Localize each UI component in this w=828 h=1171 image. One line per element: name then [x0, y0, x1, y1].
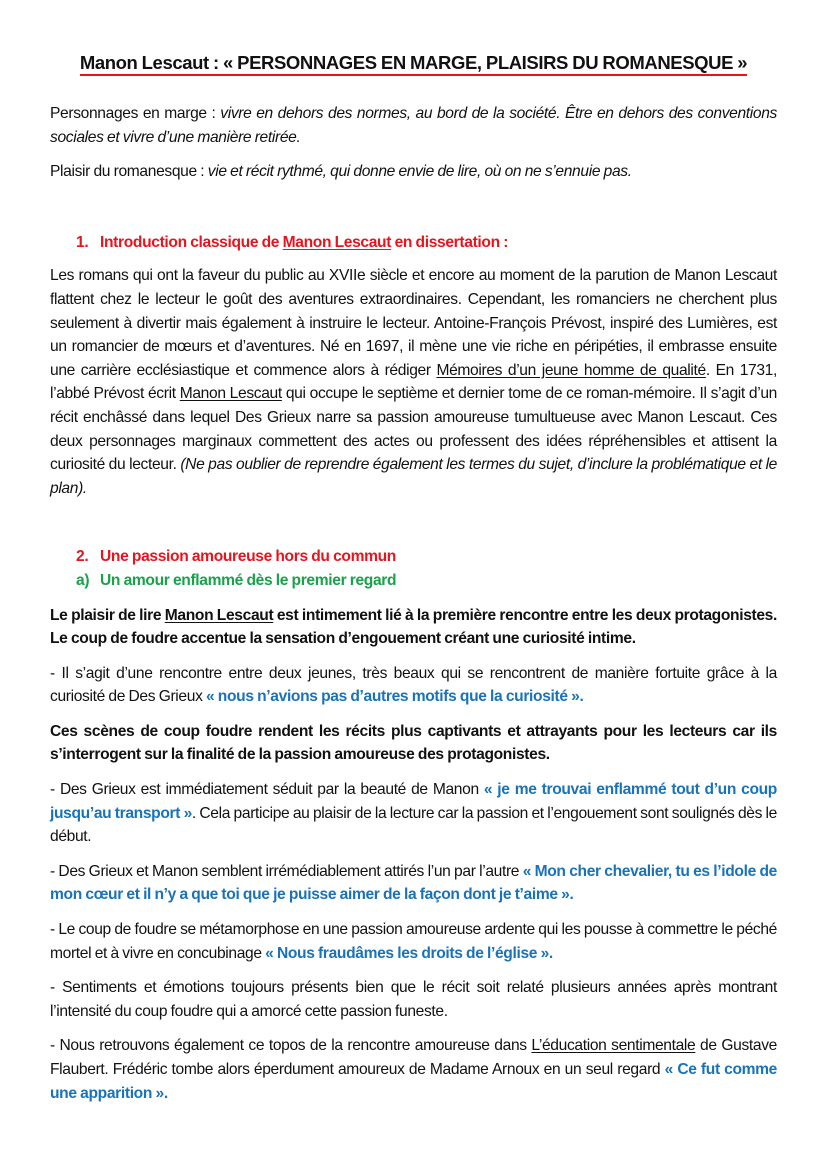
- argument-paragraph-2: [50, 778, 777, 849]
- citation: « Nous fraudâmes les droits de l’église ».: [265, 944, 553, 962]
- section-2-heading: [50, 545, 777, 569]
- paragraph-text: qui occupe le septième et dernier tome de ce roman-mémoire. Il s’agit d’un récit enchâssé dans lequel Des Grieux narre sa passion amoureuse tumultueuse avec Manon Lescaut. Ces deux personnages marginaux commettent des actes ou professent des idées répréhensibles et attisent la curiosité du lecteur.: [50, 385, 777, 474]
- section-1-heading: [50, 231, 777, 255]
- citation: « Mon cher chevalier, tu es l’idole de mon cœur et il n’y a que toi que je puisse aimer de la façon dont je t’aime ».: [50, 862, 777, 904]
- section-number: 1.: [76, 233, 89, 251]
- paragraph-text: - Le coup de foudre se métamorphose en une passion amoureuse ardente qui les pousse à commettre le péché mortel et à vivre en concubinage: [50, 921, 777, 962]
- introduction-paragraph: [50, 264, 777, 500]
- definition-text: vivre en dehors des normes, au bord de la société. Être en dehors des conventions sociales et vivre d’une manière retirée.: [50, 105, 777, 146]
- paragraph-text: . En 1731, l’abbé Prévost écrit: [50, 361, 777, 403]
- paragraph-text: - Il s’agit d’une rencontre entre deux jeunes, très beaux qui se rencontrent de manière fortuite grâce à la curiosité de Des Grieux: [50, 664, 777, 706]
- work-title-education-sentimentale: L’éducation sentimentale: [531, 1037, 696, 1055]
- paragraph-text: de Gustave Flaubert. Frédéric tombe alors éperdument amoureux de Madame Arnoux en un seul regard: [50, 1037, 777, 1078]
- argument-paragraph-4: [50, 918, 777, 965]
- definition-text: vie et récit rythmé, qui donne envie de lire, où on ne s’ennuie pas.: [207, 163, 632, 181]
- paragraph-text: . Cela participe au plaisir de la lecture car la passion et l’engouement sont soulignés dès le début.: [50, 804, 777, 846]
- document-title: [50, 50, 777, 76]
- paragraph-text: - Nous retrouvons également ce topos de la rencontre amoureuse dans: [50, 1037, 532, 1055]
- paragraph-text: Le plaisir de lire: [50, 606, 165, 624]
- paragraph-text: - Des Grieux et Manon semblent irrémédiablement attirés l’un par l’autre: [50, 862, 523, 880]
- heading-text: Un amour enflammé dès le premier regard: [100, 571, 397, 589]
- work-title-manon-lescaut: Manon Lescaut: [179, 385, 282, 403]
- argument-paragraph-5: - Sentiments et émotions toujours présents bien que le récit soit relaté plusieurs années après montrant l’intensité du coup foudre qui a amorcé cette passion funeste.: [50, 979, 777, 1020]
- document-title-text: Manon Lescaut : « PERSONNAGES EN MARGE, PLAISIRS DU ROMANESQUE »: [80, 52, 747, 76]
- heading-work-title: Manon Lescaut: [282, 233, 392, 251]
- argument-paragraph-1: [50, 662, 777, 709]
- paragraph-text: Les romans qui ont la faveur du public au XVIIe siècle et encore au moment de la parution de Manon Lescaut flattent chez le lecteur le goût des aventures extraordinaires. Cependant, les romanciers ne cherchent plus seulement à divertir mais également à instruire le lecteur. Antoine-François Prévost, inspiré des Lumières, est un romancier de mœurs et d’aventures. Né en 1697, il mène une vie riche en péripéties, il embrasse ensuite une carrière ecclésiastique et commence alors à rédiger: [50, 267, 777, 379]
- work-title-memoires: Mémoires d’un jeune homme de qualité: [436, 361, 706, 379]
- section-number: 2.: [76, 548, 89, 566]
- paragraph-text: est intimement lié à la première rencontre entre les deux protagonistes. Le coup de foudre accentue la sensation d’engouement créant une curiosité intime.: [50, 606, 777, 648]
- citation: « nous n’avions pas d’autres motifs que la curiosité ».: [206, 688, 584, 706]
- key-idea-paragraph-2: Ces scènes de coup foudre rendent les récits plus captivants et attrayants pour les lecteurs car ils s’interrogent sur la finalité de la passion amoureuse des protagonistes.: [50, 722, 777, 764]
- definition-term: Personnages en marge :: [50, 105, 221, 122]
- document-page: [50, 50, 777, 1105]
- paragraph-text: - Des Grieux est immédiatement séduit par la beauté de Manon: [50, 781, 484, 799]
- work-title-manon-lescaut: Manon Lescaut: [164, 606, 274, 624]
- citation: « je me trouvai enflammé tout d’un coup jusqu’au transport »: [50, 781, 777, 822]
- definition-personnages-en-marge: [50, 102, 777, 149]
- heading-text: en dissertation :: [391, 233, 509, 251]
- heading-text: Une passion amoureuse hors du commun: [100, 548, 396, 566]
- argument-paragraph-6: [50, 1034, 777, 1105]
- definition-term: Plaisir du romanesque :: [50, 163, 208, 181]
- subsection-letter: a): [76, 571, 90, 589]
- method-note: (Ne pas oublier de reprendre également les termes du sujet, d’inclure la problématique et le plan).: [50, 456, 778, 497]
- argument-paragraph-3: [50, 860, 777, 907]
- heading-text: Introduction classique de: [100, 233, 283, 251]
- subsection-a-heading: [50, 569, 777, 593]
- key-idea-paragraph-1: [50, 604, 777, 651]
- definition-plaisir-romanesque: [50, 160, 777, 184]
- citation: « Ce fut comme une apparition ».: [50, 1061, 778, 1102]
